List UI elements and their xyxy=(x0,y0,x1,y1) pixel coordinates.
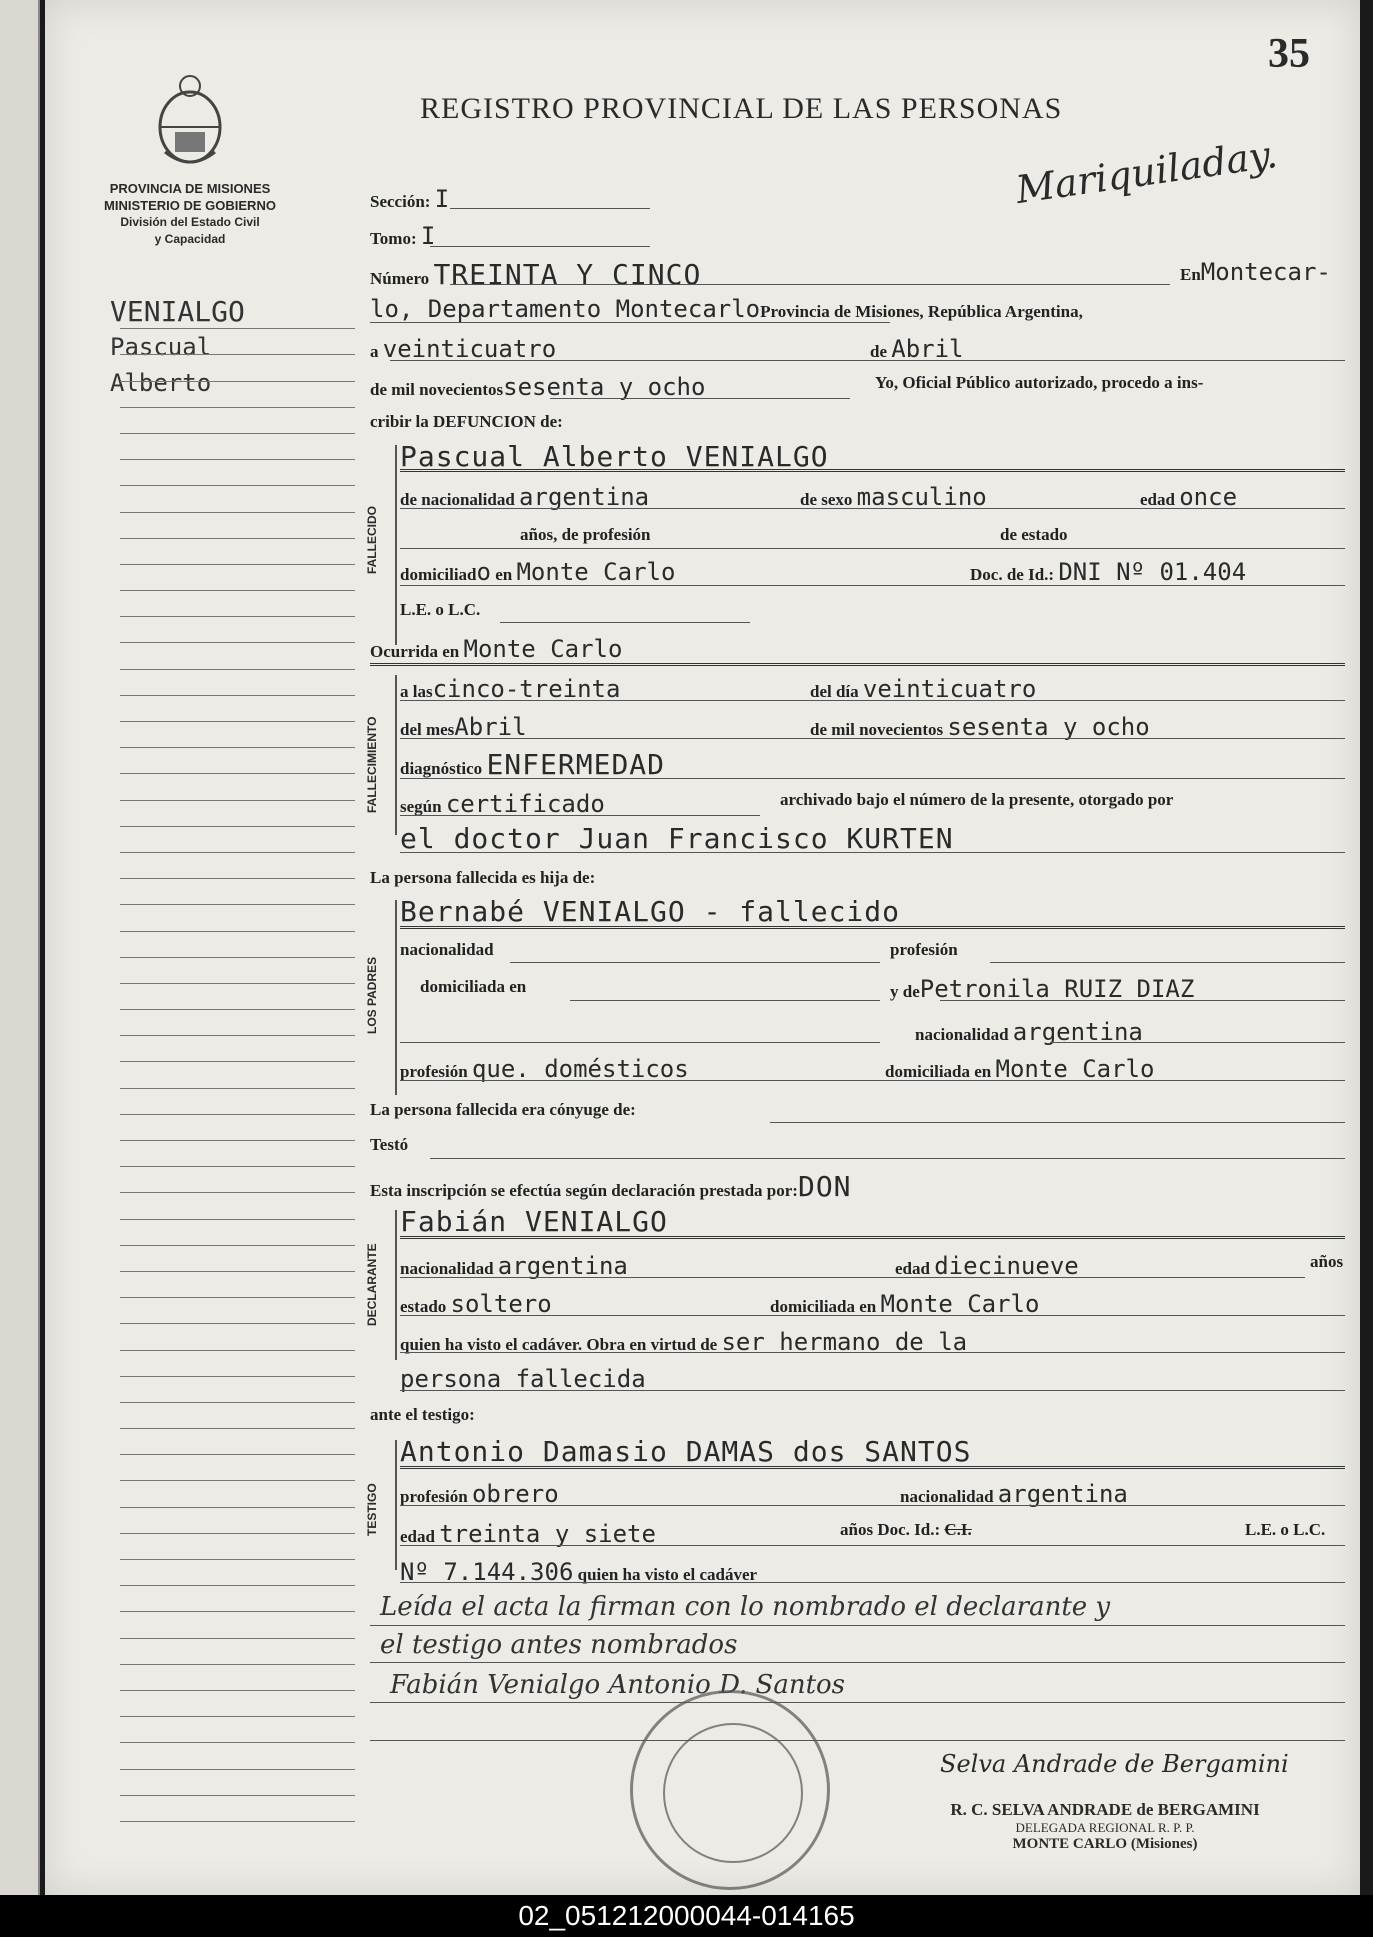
document-page xyxy=(45,0,1360,1895)
fallecido-doc-label: Doc. de Id.: xyxy=(970,565,1055,584)
padre-dom-label: domiciliada en xyxy=(420,977,527,996)
fallecido-edad-label: edad xyxy=(1140,490,1175,509)
declarante-dom-value: Monte Carlo xyxy=(880,1290,1040,1318)
segun-label: según xyxy=(400,797,442,816)
margin-rule xyxy=(120,1246,355,1272)
margin-rule xyxy=(120,1770,355,1796)
padre-prof-label: profesión xyxy=(890,940,958,959)
document-title: REGISTRO PROVINCIAL DE LAS PERSONAS xyxy=(420,92,1063,125)
official-name: R. C. SELVA ANDRADE de BERGAMINI xyxy=(950,1800,1260,1819)
testigo-ci-label: C.I. xyxy=(944,1520,972,1539)
margin-rule xyxy=(120,722,355,748)
declarante-visto-value: ser hermano de la xyxy=(721,1328,968,1356)
mes-label: del mes xyxy=(400,720,455,739)
fallecido-edad-value: once xyxy=(1179,483,1238,511)
top-signature: Mariquiladay. xyxy=(1013,131,1280,213)
declarante-estado-value: soltero xyxy=(450,1290,552,1318)
anio-value: sesenta y ocho xyxy=(947,713,1150,741)
fallecido-nac-value: argentina xyxy=(519,483,650,511)
declarante-dom-label: domiciliada en xyxy=(770,1297,877,1316)
margin-rule xyxy=(120,460,355,486)
margin-rule xyxy=(120,1560,355,1586)
testigo-anos-doc-label: años Doc. Id.: xyxy=(840,1520,941,1539)
mes-value: Abril xyxy=(454,713,527,741)
margin-rule xyxy=(120,853,355,879)
dia-value: veinticuatro xyxy=(862,675,1037,703)
agency-line: División del Estado Civil xyxy=(120,215,260,229)
closing-line-1: Leída el acta la firman con lo nombrado el declarante y xyxy=(380,1592,1111,1622)
testigo-le-lc-label: L.E. o L.C. xyxy=(1245,1520,1326,1539)
fallecido-tag: FALLECIDO xyxy=(365,506,379,574)
diag-label: diagnóstico xyxy=(400,759,483,778)
margin-rule xyxy=(120,1351,355,1377)
margin-rule xyxy=(120,513,355,539)
fallecido-nac-label: de nacionalidad xyxy=(400,490,515,509)
declarante-edad-label: edad xyxy=(895,1259,930,1278)
margin-rule xyxy=(120,774,355,800)
official-stamp xyxy=(630,1690,830,1890)
doctor-value: el doctor Juan Francisco KURTEN xyxy=(400,822,954,855)
ante-label: ante el testigo: xyxy=(370,1405,475,1424)
margin-rule xyxy=(120,434,355,460)
margin-rule xyxy=(120,1796,355,1822)
margin-rule xyxy=(120,382,355,408)
testigo-nac-value: argentina xyxy=(997,1480,1128,1508)
fallecido-estado-label: de estado xyxy=(1000,525,1068,544)
margin-rule xyxy=(120,1455,355,1481)
margin-rule xyxy=(120,932,355,958)
margin-rule xyxy=(120,565,355,591)
margin-rule xyxy=(120,1141,355,1167)
declaracion-label: Esta inscripción se efectúa según declaración prestada por: xyxy=(370,1181,798,1200)
margin-rule xyxy=(120,1429,355,1455)
fallecido-anos-label: años, de profesión xyxy=(520,525,651,544)
closing-signatures: Fabián Venialgo Antonio D. Santos xyxy=(390,1670,846,1700)
testigo-doc-value: Nº 7.144.306 xyxy=(400,1558,574,1586)
month-value: Abril xyxy=(891,335,964,363)
closing-line-2: el testigo antes nombrados xyxy=(380,1630,738,1660)
fallecido-dom-value: Monte Carlo xyxy=(516,558,676,586)
numero-value: TREINTA Y CINCO xyxy=(433,258,702,291)
oficial-text: Yo, Oficial Público autorizado, procedo a ins- xyxy=(875,373,1204,392)
margin-rule xyxy=(120,1717,355,1743)
madre-prof-label: profesión xyxy=(400,1062,468,1081)
margin-rule xyxy=(120,1298,355,1324)
place-value: lo, Departamento Montecarlo xyxy=(370,295,761,323)
testigo-name: Antonio Damasio DAMAS dos SANTOS xyxy=(400,1435,972,1468)
padre-nac-label: nacionalidad xyxy=(400,940,494,959)
testigo-prof-label: profesión xyxy=(400,1487,468,1506)
testigo-edad-label: edad xyxy=(400,1527,435,1546)
agency-header xyxy=(70,180,310,248)
madre-nac-label: nacionalidad xyxy=(915,1025,1009,1044)
declarante-tag: DECLARANTE xyxy=(365,1243,379,1327)
declarante-nac-label: nacionalidad xyxy=(400,1259,494,1278)
madre-dom-value: Monte Carlo xyxy=(995,1055,1155,1083)
testigo-tag: TESTIGO xyxy=(365,1483,379,1537)
margin-rule xyxy=(120,1324,355,1350)
declarante-visto-label: quien ha visto el cadáver. Obra en virtud de xyxy=(400,1335,718,1354)
margin-rule xyxy=(120,1743,355,1769)
agency-line: y Capacidad xyxy=(154,232,226,246)
provincia-text: Provincia de Misiones, República Argentina, xyxy=(760,302,1083,321)
margin-rule xyxy=(120,591,355,617)
declarante-anos-label: años xyxy=(1310,1252,1344,1271)
testigo-edad-value: treinta y siete xyxy=(439,1520,656,1548)
fallecido-sexo-label: de sexo xyxy=(800,490,853,509)
year-prefix: de mil novecientos xyxy=(370,380,504,399)
ocurrida-label: Ocurrida en xyxy=(370,642,460,661)
official-title: DELEGADA REGIONAL R. P. P. xyxy=(1015,1820,1195,1835)
margin-rule xyxy=(120,748,355,774)
testigo-prof-value: obrero xyxy=(471,1480,559,1508)
official-place: MONTE CARLO (Misiones) xyxy=(1012,1836,1198,1852)
margin-rule xyxy=(120,1193,355,1219)
margin-rule xyxy=(120,1691,355,1717)
numero-label: Número xyxy=(370,269,430,288)
testigo-nac-label: nacionalidad xyxy=(900,1487,994,1506)
madre-dom-label: domiciliada en xyxy=(885,1062,992,1081)
anio-label: de mil novecientos xyxy=(810,720,944,739)
margin-rule xyxy=(120,958,355,984)
margin-rule xyxy=(120,1508,355,1534)
page-number: 35 xyxy=(1268,31,1310,77)
margin-rule xyxy=(120,984,355,1010)
margin-firstname: Pascual xyxy=(110,333,212,361)
hora-label: a las xyxy=(400,682,433,701)
declarante-nac-value: argentina xyxy=(497,1252,628,1280)
margin-rule xyxy=(120,1220,355,1246)
declarante-estado-label: estado xyxy=(400,1297,447,1316)
tomo-label: Tomo: xyxy=(370,229,417,248)
margin-rule xyxy=(120,905,355,931)
fallecimiento-tag: FALLECIMIENTO xyxy=(365,716,379,814)
margin-rule xyxy=(120,670,355,696)
margin-rule xyxy=(120,1167,355,1193)
margin-rule xyxy=(120,1062,355,1088)
dia-label: del día xyxy=(810,682,859,701)
margin-rule xyxy=(120,1036,355,1062)
madre-prof-value: que. domésticos xyxy=(471,1055,689,1083)
de-label: de xyxy=(870,342,887,361)
margin-rule xyxy=(120,1586,355,1612)
margin-rule xyxy=(120,1639,355,1665)
margin-rules xyxy=(80,303,355,1822)
margin-rule xyxy=(120,1665,355,1691)
hora-value: cinco-treinta xyxy=(432,675,621,703)
margin-surname: VENIALGO xyxy=(110,295,245,328)
margin-rule xyxy=(120,801,355,827)
ocurrida-value: Monte Carlo xyxy=(463,635,623,663)
padres-tag: LOS PADRES xyxy=(365,956,379,1034)
madre-value: Petronila RUIZ DIAZ xyxy=(919,975,1195,1003)
margin-rule xyxy=(120,1481,355,1507)
hija-label: La persona fallecida es hija de: xyxy=(370,868,596,887)
margin-rule xyxy=(120,329,355,355)
madre-nac-value: argentina xyxy=(1012,1018,1143,1046)
tomo-value: I xyxy=(420,222,436,250)
year-value: sesenta y ocho xyxy=(503,373,706,401)
en-value: Montecar- xyxy=(1200,258,1331,286)
official-block xyxy=(930,1800,1280,1853)
en-label: En xyxy=(1180,265,1201,284)
official-signature: Selva Andrade de Bergamini xyxy=(940,1750,1289,1778)
testo-label: Testó xyxy=(370,1135,409,1154)
agency-line: MINISTERIO DE GOBIERNO xyxy=(104,198,276,213)
margin-rule xyxy=(120,303,355,329)
declarante-edad-value: diecinueve xyxy=(934,1252,1079,1280)
margin-rule xyxy=(120,1272,355,1298)
margin-rule xyxy=(120,355,355,381)
seccion-value: I xyxy=(434,185,450,213)
fallecido-dom-label: domiciliad xyxy=(400,565,477,584)
padre-value: Bernabé VENIALGO - fallecido xyxy=(400,895,901,928)
declaracion-value: DON xyxy=(797,1170,852,1203)
margin-rule xyxy=(120,696,355,722)
margin-rule xyxy=(120,1115,355,1141)
margin-rule xyxy=(120,1403,355,1429)
segun-value: certificado xyxy=(445,790,605,818)
archivado-text: archivado bajo el número de la presente, otorgado por xyxy=(780,790,1174,809)
fallecido-doc-value: DNI Nº 01.404 xyxy=(1058,558,1247,586)
agency-line: PROVINCIA DE MISIONES xyxy=(109,181,271,196)
y-de-label: y de xyxy=(890,982,920,1001)
fallecido-en-label: en xyxy=(495,565,513,584)
seccion-label: Sección: xyxy=(370,192,431,211)
a-label: a xyxy=(370,342,379,361)
margin-rule xyxy=(120,539,355,565)
fallecido-name: Pascual Alberto VENIALGO xyxy=(400,440,829,473)
fallecido-sexo-value: masculino xyxy=(856,483,987,511)
margin-rule xyxy=(120,408,355,434)
conyuge-label: La persona fallecida era cónyuge de: xyxy=(370,1100,636,1119)
coat-of-arms-icon xyxy=(150,72,230,172)
margin-secondname: Alberto xyxy=(110,369,212,397)
fallecido-dom-suffix: o xyxy=(476,558,491,586)
margin-rule xyxy=(120,1534,355,1560)
margin-rule xyxy=(120,617,355,643)
margin-rule xyxy=(120,486,355,512)
margin-rule xyxy=(120,1089,355,1115)
margin-rule xyxy=(120,1377,355,1403)
declarante-visto-value2: persona fallecida xyxy=(400,1365,646,1393)
previous-page-edge xyxy=(0,0,40,1895)
margin-rule xyxy=(120,879,355,905)
day-value: veinticuatro xyxy=(382,335,557,363)
margin-rule xyxy=(120,827,355,853)
testigo-visto-label: quien ha visto el cadáver xyxy=(577,1565,758,1584)
diag-value: ENFERMEDAD xyxy=(486,748,666,781)
margin-rule xyxy=(120,643,355,669)
fallecido-le-label: L.E. o L.C. xyxy=(400,600,481,619)
declarante-name: Fabián VENIALGO xyxy=(400,1205,668,1238)
inscribir-text: cribir la DEFUNCION de: xyxy=(370,412,563,431)
margin-rule xyxy=(120,1612,355,1638)
footer-id: 02_051212000044-014165 xyxy=(0,1895,1373,1937)
margin-rule xyxy=(120,1010,355,1036)
